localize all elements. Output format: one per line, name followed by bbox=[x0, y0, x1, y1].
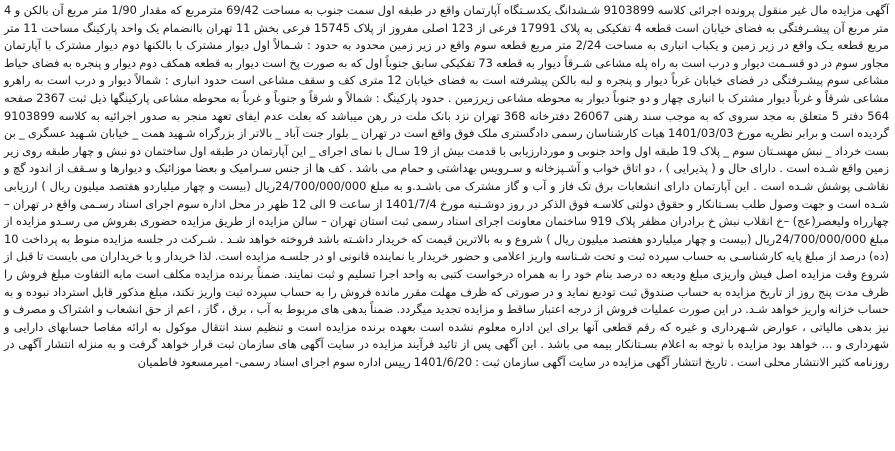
auction-notice-text: آگهی مزایده مال غیر منقول پرونده اجرائی کلاسه 9103899 شـشدانگ یکدسـتگاه آپارتمان واقع در طبقه اول سمت جنوب به مساحت 69/42 مترمربع که مقدار 1/90 متر مربع آن بالکن و 4 متر مربع آن پیشـرفتگی به فضای خیابان است قطعه 4 تفکیکی به پلاک 17991 فرعی از 123 اصلی مفروز از پلاک 15745 فرعی بخش 11 تهران باانضمام یک واحد پارکینگ مساحت 11 متر مربع قطعه یـک واقع در زیر زمین و یکباب انباری به مساحت 2/24 متر مربع قطعه سوم واقع در زیر زمین محدود به حدود : شـمالاً اول دیوار مشترک با بالکنها دوم دیوار مشترک با آپارتمان مجاور سوم در دو قسـمت دیوار و درب است به راه پله مشاعی شـرقاً دیوار به قطعه 73 تفکیکی سابق جنوباً اول که به صورت پخ است دیوار به قطعه همکف دوم دیوار و پنجره به فضای حیاط مشاعی سوم پیشـرفتگی در فضای خیابان غرباً دیوار و پنجره و لبه بالکن پیشرفته است به فضای خیابان 12 متری کف و سقف مشاعی است حدود انباری : شمالاً دیوار و درب است به راهرو مشاعی شرقاً و غرباً دیوار مشترک با انباری چهار و دو جنوباً دیوار به محوطه مشاعی زیرزمین . حدود پارکینگ : شمالاً و شرقاً و جنوباً و غرباً به محوطه مشاعی پارکینگها ذیل ثبت 2367 صفحه 564 دفتر 5 متعلق به مجد سروی که به موجب سند رهنی 26067 دفترخانه 368 تهران نزد بانک ملت در رهن میباشد که بعلت عدم ایفای تعهد منجر به صدور اجرائیه به کلاسه 9103899 گردیده است و برابر نظریه مورخ 1401/03/03 هیات کارشناسان رسمی دادگستری ملک فوق واقع است در تهران _ بلوار جنت آباد _ بالاتر از بزرگراه شـهید همت _ خیابان شـهید عسگری _ بن بست خرداد _ نبش مهسـتان سوم _ پلاک 19 طبقه اول واحد جنوبی و موردارزیابی با قدمت بیش از 19 سـال با نمای اجرای _ این آپارتمان در طبقه اول ساختمان دو نبش و چهار طبقه روی زیر زمین واقع شـده است . دارای حال و ( پذیرایی ) ، دو اتاق خواب و آشـپزخانه و سـرویس بهداشتی و حمام می باشد . کف ها از جنس سـرامیک و بعضا موزائیک و دیوارها و سـقف از اندود گچ و نقاشـی پوشش شـده است . این آپارتمان دارای انشعابات برق تک فاز و آب و گاز مشترک می باشـد.و به مبلغ 24/700/000/000ریال (بیست و چهار میلیاردو هفتصد میلیون ریال ) ارزیابی شـده است و جهت وصول طلب بسـتانکار و حقوق دولتی کلاسـه فوق الذکر در روز دوشـنبه مورخ 1401/7/4 از ساعت 9 الی 12 ظهر در محل اداره سوم اجرای اسناد رسـمی واقع در تهران – چهارراه ولیعصر(عج) –خ انقلاب نبش خ برادران مظفر پلاک 919 ساختمان معاونت اجرای اسناد رسمی ثبت استان تهران – سالن مزایده از طریق مزایده حضوری بفروش می رسـدو مزایده از مبلغ 24/700/000/000ریال (بیست و چهار میلیاردو هفتصد میلیون ریال ) شروع و به بالاترین قیمت که خریدار داشـته باشد فروخته خواهد شـد . شـرکت در جلسه مزایده منوط به پرداخت 10 (ده) درصد از مبلغ پایه کارشناسـی به حساب سپرده ثبت و تحت شـناسه واریز اعلامی و حضور خریدار یا نماینده قانونی او در جلسـه مزایده است. لذا خریدار و یا خریداران می بایست تا قبل از شروع وقت مزایده اصل فیش واریزی مبلغ ودیعه ده درصد بنام خود را به همراه درخواست کتبی به واحد اجرا تسلیم و ثبت نمایند. ضمناً برنده مزایده مکلف است مابه التفاوت مبلغ فروش را ظرف مدت پنج روز از تاریخ مزایده به حساب صندوق ثبت تودیع نماید و در صورتی که ظرف مهلت مقرر مانده فروش را به حساب سپرده ثبت واریز نکند، مبلغ مذکور قابل استرداد نبوده و به حساب خزانه واریز خواهد شـد. در این صورت عملیات فروش از درجه اعتبار ساقط و مزایده تجدید میگردد. ضمناً بدهی های مربوط به آب ، برق ، گاز ، اعم از حق انشعاب و اشتراک و مصرف و نیز بدهی مالیاتی ، عوارض شـهرداری و غیره که رقم قطعی آنها برای این اداره معلوم نشده است بعهده برنده مزایده است و تنظیم سند انتقال موکول به ارائه مفاصا حسابهای دارایی و شهرداری و ... خواهد بود مزایده با توجه به اعلام بسـتانکار بیمه می باشد . این آگهی پس از تائید فرآیند مزایده در سایت آگهی های سازمان ثبت قرار خواهد گرفت و به منزله انتشار آگهی در روزنامه کثیر الانتشار محلی است . تاریخ انتشار آگهی مزایده در سایت آگهی سازمان ثبت : 1401/6/20 رییس اداره سوم اجرای اسناد رسمی- امیرمسعود فاطمیان bbox=[4, 3, 890, 369]
